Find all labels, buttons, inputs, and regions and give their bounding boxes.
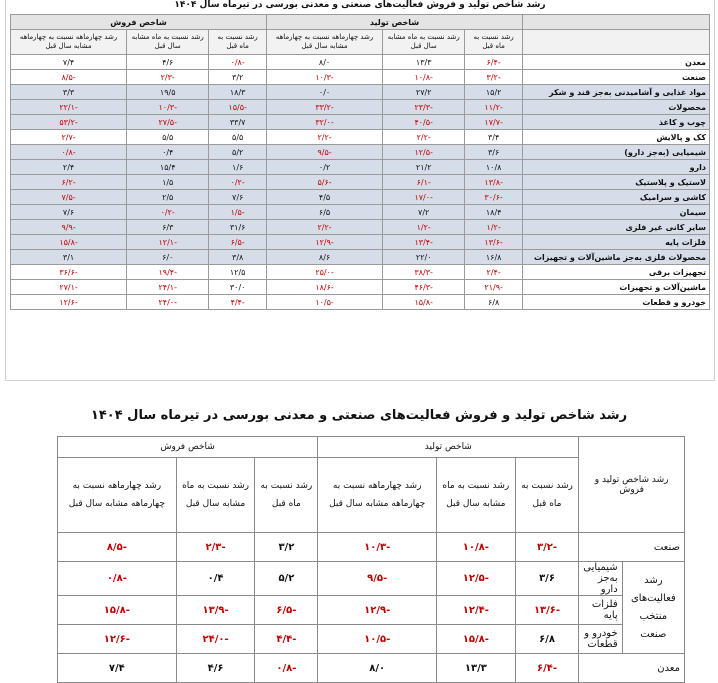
sales-value: -۲۴/۰ xyxy=(176,625,255,654)
sales-value: ۷/۶ xyxy=(11,205,127,220)
sales-value: ۳/۱ xyxy=(11,250,127,265)
sales-value: -۵۳/۲ xyxy=(11,115,127,130)
top-report-panel xyxy=(6,0,714,380)
sales-value: -۱/۵ xyxy=(209,205,267,220)
production-value: -۱۵/۸ xyxy=(436,625,515,654)
sales-value: ۳/۲ xyxy=(255,533,318,562)
production-value: -۱۲/۵ xyxy=(436,562,515,596)
bottom-table-title: رشد شاخص تولید و فروش فعالیت‌های صنعتی و معدنی بورسی در تیرماه سال ۱۴۰۴ xyxy=(90,408,628,423)
sales-value: -۲۲/۱ xyxy=(11,100,127,115)
table-row xyxy=(58,596,685,625)
top-group-production: شاخص تولید xyxy=(267,15,523,30)
production-value: -۲۱/۹ xyxy=(465,280,523,295)
sales-value: ۳/۳ xyxy=(11,85,127,100)
sales-value: -۰/۲ xyxy=(209,175,267,190)
sales-value: -۰/۸ xyxy=(11,145,127,160)
sales-value: ۲/۵ xyxy=(127,190,209,205)
row-name: محصولات xyxy=(523,100,710,115)
production-value: -۱۷/۰ xyxy=(383,190,465,205)
sales-value: ۱۵/۴ xyxy=(127,160,209,175)
table-row xyxy=(11,100,710,115)
production-value: -۱۳/۴ xyxy=(383,235,465,250)
table-row xyxy=(11,235,710,250)
selected-activities-label: رشد فعالیت‌های منتخب صنعت xyxy=(622,562,684,654)
row-name: چوب و کاغذ xyxy=(523,115,710,130)
production-value: ۶/۸ xyxy=(515,625,579,654)
production-value: -۱۲/۹ xyxy=(267,235,383,250)
row-name: مواد غذایی و آشامیدنی به‌جز قند و شکر xyxy=(523,85,710,100)
table-row xyxy=(58,654,685,683)
production-value: -۴۰/۵ xyxy=(383,115,465,130)
production-value: ۸/۶ xyxy=(267,250,383,265)
sales-value: ۳/۸ xyxy=(209,250,267,265)
production-value: -۹/۵ xyxy=(318,562,437,596)
top-col-p-month: رشد نسبت به ماه قبل xyxy=(465,30,523,55)
row-name: خودرو و قطعات xyxy=(523,295,710,310)
row-name: کک و پالایش xyxy=(523,130,710,145)
production-value: ۸/۰ xyxy=(318,654,437,683)
production-value: -۲/۲ xyxy=(267,220,383,235)
production-value: ۱۳/۳ xyxy=(436,654,515,683)
row-name: معدن xyxy=(523,55,710,70)
production-value: -۳۳/۲ xyxy=(267,100,383,115)
production-value: -۲۳/۳ xyxy=(383,100,465,115)
row-name: خودرو و قطعات xyxy=(579,625,622,654)
row-name: فلزات پایه xyxy=(523,235,710,250)
production-value: ۱۵/۲ xyxy=(465,85,523,100)
sales-value: -۱۲/۱ xyxy=(127,235,209,250)
table-row xyxy=(58,533,685,562)
sales-value: -۲/۳ xyxy=(127,70,209,85)
production-value: ۸/۰ xyxy=(267,55,383,70)
production-value: ۰/۰ xyxy=(267,85,383,100)
sales-value: -۱۹/۴ xyxy=(127,265,209,280)
production-value: ۰/۲ xyxy=(267,160,383,175)
table-row xyxy=(11,250,710,265)
bottom-table-body xyxy=(58,533,685,683)
table-row xyxy=(11,265,710,280)
sales-value: -۲۷/۵ xyxy=(127,115,209,130)
top-table-title: رشد شاخص تولید و فروش فعالیت‌های صنعتی و معدنی بورسی در تیرماه سال ۱۴۰۴ xyxy=(174,0,546,10)
table-row xyxy=(11,55,710,70)
top-header-name xyxy=(523,30,710,55)
production-value: ۱۶/۸ xyxy=(465,250,523,265)
table-row xyxy=(11,220,710,235)
table-row xyxy=(11,160,710,175)
table-row xyxy=(58,625,685,654)
sales-value: -۰/۸ xyxy=(209,55,267,70)
sales-value: ۶/۰ xyxy=(127,250,209,265)
table-row xyxy=(11,280,710,295)
production-value: -۳۲/۰ xyxy=(267,115,383,130)
production-value: ۱۸/۴ xyxy=(465,205,523,220)
production-value: -۳۸/۳ xyxy=(383,265,465,280)
table-row xyxy=(11,70,710,85)
top-group-sales: شاخص فروش xyxy=(11,15,267,30)
production-value: -۱۰/۳ xyxy=(267,70,383,85)
sales-value: ۳۱/۶ xyxy=(209,220,267,235)
bottom-col-p-4month: رشد چهارماهه نسبت به چهارماهه مشابه سال قبل xyxy=(318,458,437,533)
production-value: ۳/۶ xyxy=(515,562,579,596)
row-name: لاستیک و پلاستیک xyxy=(523,175,710,190)
table-row xyxy=(11,85,710,100)
production-value: -۱/۲ xyxy=(383,220,465,235)
table-row xyxy=(58,562,685,596)
sales-value: ۳۰/۰ xyxy=(209,280,267,295)
sales-value: ۱۸/۳ xyxy=(209,85,267,100)
production-value: ۶/۵ xyxy=(267,205,383,220)
sales-value: ۴/۶ xyxy=(176,654,255,683)
table-row xyxy=(11,295,710,310)
sales-value: ۳۳/۷ xyxy=(209,115,267,130)
row-name: صنعت xyxy=(579,533,685,562)
production-value: -۱۳/۸ xyxy=(465,175,523,190)
bottom-col-p-month: رشد نسبت به ماه قبل xyxy=(515,458,579,533)
production-value: -۲/۲ xyxy=(267,130,383,145)
row-name: صنعت xyxy=(523,70,710,85)
bottom-col-s-4month: رشد چهارماهه نسبت به چهارماهه مشابه سال قبل xyxy=(58,458,177,533)
sales-value: ۷/۴ xyxy=(58,654,177,683)
table-row xyxy=(11,115,710,130)
sales-value: ۵/۵ xyxy=(127,130,209,145)
sales-value: -۴/۴ xyxy=(255,625,318,654)
sales-value: -۹/۹ xyxy=(11,220,127,235)
bottom-group-sales: شاخص فروش xyxy=(58,437,318,458)
sales-value: -۷/۵ xyxy=(11,190,127,205)
production-value: -۳/۲ xyxy=(515,533,579,562)
sales-value: -۲/۷ xyxy=(11,130,127,145)
production-value: ۱۰/۸ xyxy=(465,160,523,175)
sales-value: -۶/۵ xyxy=(255,596,318,625)
production-value: -۱۲/۵ xyxy=(383,145,465,160)
top-growth-table xyxy=(10,14,710,310)
top-col-s-year: رشد نسبت به ماه مشابه سال قبل xyxy=(127,30,209,55)
production-value: -۱۰/۳ xyxy=(318,533,437,562)
production-value: -۱۷/۷ xyxy=(465,115,523,130)
production-value: ۱۳/۳ xyxy=(383,55,465,70)
bottom-col-s-year: رشد نسبت به ماه مشابه سال قبل xyxy=(176,458,255,533)
production-value: ۲۲/۰ xyxy=(383,250,465,265)
production-value: -۱۳/۶ xyxy=(515,596,579,625)
production-value: -۲/۴ xyxy=(465,265,523,280)
sales-value: -۱۳/۹ xyxy=(176,596,255,625)
production-value: ۶/۸ xyxy=(465,295,523,310)
top-table-body xyxy=(11,55,710,310)
table-row xyxy=(11,205,710,220)
sales-value: -۶/۲ xyxy=(11,175,127,190)
production-value: -۱۰/۵ xyxy=(267,295,383,310)
sales-value: -۲۷/۱ xyxy=(11,280,127,295)
sales-value: -۸/۵ xyxy=(11,70,127,85)
production-value: -۱۰/۸ xyxy=(436,533,515,562)
row-name: سایر کانی غیر فلزی xyxy=(523,220,710,235)
sales-value: ۰/۴ xyxy=(127,145,209,160)
sales-value: ۷/۴ xyxy=(11,55,127,70)
table-row xyxy=(11,130,710,145)
sales-value: ۱/۵ xyxy=(127,175,209,190)
row-name: محصولات فلزی به‌جز ماشین‌آلات و تجهیزات xyxy=(523,250,710,265)
production-value: -۱۱/۲ xyxy=(465,100,523,115)
row-name: دارو xyxy=(523,160,710,175)
sales-value: -۲۴/۱ xyxy=(127,280,209,295)
sales-value: ۱۲/۵ xyxy=(209,265,267,280)
production-value: ۳/۴ xyxy=(465,130,523,145)
production-value: ۷/۲ xyxy=(383,205,465,220)
production-value: -۲۵/۰ xyxy=(267,265,383,280)
top-col-p-year: رشد نسبت به ماه مشابه سال قبل xyxy=(383,30,465,55)
production-value: -۵/۶ xyxy=(267,175,383,190)
sales-value: ۵/۲ xyxy=(255,562,318,596)
production-value: -۱۰/۸ xyxy=(383,70,465,85)
production-value: -۱۵/۸ xyxy=(383,295,465,310)
production-value: -۳۰/۶ xyxy=(465,190,523,205)
sales-value: ۶/۳ xyxy=(127,220,209,235)
row-name: تجهیزات برقی xyxy=(523,265,710,280)
production-value: -۱۲/۹ xyxy=(318,596,437,625)
production-value: -۶/۴ xyxy=(465,55,523,70)
sales-value: -۱۵/۸ xyxy=(11,235,127,250)
table-row xyxy=(11,175,710,190)
production-value: -۹/۵ xyxy=(267,145,383,160)
production-value: -۲/۲ xyxy=(383,130,465,145)
production-value: -۱۳/۶ xyxy=(465,235,523,250)
row-name: معدن xyxy=(579,654,685,683)
sales-value: ۲/۴ xyxy=(11,160,127,175)
bottom-col-p-year: رشد نسبت به ماه مشابه سال قبل xyxy=(436,458,515,533)
bottom-col-s-month: رشد نسبت به ماه قبل xyxy=(255,458,318,533)
sales-value: -۸/۵ xyxy=(58,533,177,562)
row-name: سیمان xyxy=(523,205,710,220)
sales-value: -۰/۸ xyxy=(255,654,318,683)
sales-value: ۴/۶ xyxy=(127,55,209,70)
top-header-empty xyxy=(523,15,710,30)
sales-value: -۱۵/۸ xyxy=(58,596,177,625)
sales-value: -۱۰/۳ xyxy=(127,100,209,115)
sales-value: ۵/۵ xyxy=(209,130,267,145)
production-value: -۶/۱ xyxy=(383,175,465,190)
bottom-group-production: شاخص تولید xyxy=(318,437,579,458)
sales-value: -۰/۲ xyxy=(127,205,209,220)
sales-value: -۲۴/۰ xyxy=(127,295,209,310)
sales-value: -۴/۴ xyxy=(209,295,267,310)
row-name: شیمیایی به‌جز دارو xyxy=(579,562,622,596)
sales-value: -۲/۳ xyxy=(176,533,255,562)
top-col-s-month: رشد نسبت به ماه قبل xyxy=(209,30,267,55)
sales-value: -۳۶/۶ xyxy=(11,265,127,280)
sales-value: ۱/۶ xyxy=(209,160,267,175)
sales-value: ۰/۴ xyxy=(176,562,255,596)
sales-value: ۳/۲ xyxy=(209,70,267,85)
production-value: ۴/۵ xyxy=(267,190,383,205)
row-name: شیمیایی (به‌جز دارو) xyxy=(523,145,710,160)
row-name: فلزات پایه xyxy=(579,596,622,625)
production-value: -۴۶/۳ xyxy=(383,280,465,295)
production-value: -۱۸/۶ xyxy=(267,280,383,295)
sales-value: -۱۵/۵ xyxy=(209,100,267,115)
row-name: کاشی و سرامیک xyxy=(523,190,710,205)
row-name: ماشین‌آلات و تجهیزات xyxy=(523,280,710,295)
table-row xyxy=(11,190,710,205)
sales-value: ۵/۲ xyxy=(209,145,267,160)
production-value: -۶/۴ xyxy=(515,654,579,683)
sales-value: ۱۹/۵ xyxy=(127,85,209,100)
sales-value: -۶/۵ xyxy=(209,235,267,250)
top-col-s-4month: رشد چهارماهه نسبت به چهارماهه مشابه سال قبل xyxy=(11,30,127,55)
production-value: ۳/۶ xyxy=(465,145,523,160)
table-row xyxy=(11,145,710,160)
sales-value: -۱۲/۶ xyxy=(58,625,177,654)
production-value: -۱۰/۵ xyxy=(318,625,437,654)
bottom-growth-table xyxy=(57,436,685,683)
sales-value: -۱۲/۶ xyxy=(11,295,127,310)
production-value: ۲۷/۲ xyxy=(383,85,465,100)
sales-value: -۰/۸ xyxy=(58,562,177,596)
production-value: -۱۲/۴ xyxy=(436,596,515,625)
bottom-main-header: رشد شاخص تولید و فروش xyxy=(579,437,685,533)
production-value: ۲۱/۲ xyxy=(383,160,465,175)
sales-value: ۷/۶ xyxy=(209,190,267,205)
production-value: -۳/۲ xyxy=(465,70,523,85)
top-col-p-4month: رشد چهارماهه نسبت به چهارماهه مشابه سال قبل xyxy=(267,30,383,55)
production-value: -۱/۲ xyxy=(465,220,523,235)
